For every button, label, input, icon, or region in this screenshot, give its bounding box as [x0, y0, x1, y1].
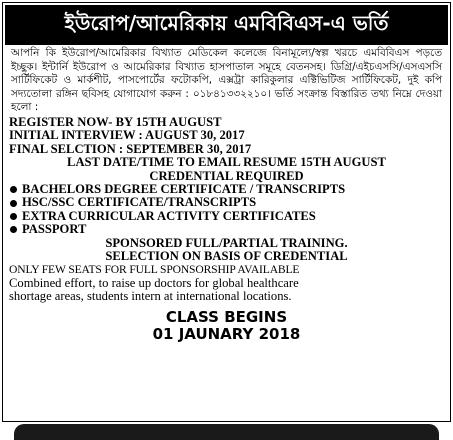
- register-deadline: REGISTER NOW- BY 15TH AUGUST: [9, 115, 222, 129]
- sponsored-training: SPONSORED FULL/PARTIAL TRAINING.: [105, 236, 348, 250]
- bullet-icon: [10, 200, 17, 207]
- bullet-icon: [10, 226, 17, 233]
- combined-effort-line2: shortage areas, students intern at international locations.: [9, 290, 292, 304]
- details-block: [9, 116, 444, 303]
- interview-date: INITIAL INTERVIEW : AUGUST 30, 2017: [9, 129, 245, 143]
- credential-heading: CREDENTIAL REQUIRED: [149, 169, 304, 183]
- next-ad-edge: [14, 424, 439, 440]
- selection-basis: SELECTION ON BASIS OF CREDENTIAL: [105, 250, 348, 264]
- bangla-description: আপনি কি ইউরোপ/আমেরিকার বিখ্যাত মেডিকেল কলেজে বিনামূল্যে/স্বল্প খরচে এমবিবিএস পড়তে ইচ্ছুক। ইন্টার্নি ইউরোপ ও আমেরিকার বিখ্যাত হাসপাতাল সমূহে বেতনসহ। ডিগ্রি/এইচএসসি/এসএসসি সার্টিফিকেট ও মার্কশীট, পাসপোর্টের ফটোকপি, এক্সট্রা কারিকুলার এক্টিভিটিজ সার্টিফিকেট, দুই কপি সদ্যতোলা রঙ্গিন ছবিসহ যোগাযোগ করুন : ০১৮৪১৩৩২২১০। ভর্তি সংক্রান্ত বিস্তারিত তথ্য নিম্নে দেওয়া হলো :: [11, 47, 442, 114]
- credential-item: BACHELORS DEGREE CERTIFICATE / TRANSCRIPTS: [9, 183, 444, 196]
- bullet-icon: [10, 186, 17, 193]
- credential-item: EXTRA CURRICULAR ACTIVITY CERTIFICATES: [9, 210, 444, 223]
- few-seats-notice: ONLY FEW SEATS FOR FULL SPONSORSHIP AVAILABLE: [9, 263, 300, 277]
- advertisement: [2, 2, 451, 422]
- class-begins-label: CLASS BEGINS: [165, 308, 288, 327]
- bullet-icon: [10, 213, 17, 220]
- combined-effort-line1: Combined effort, to raise up doctors for global healthcare: [9, 276, 299, 290]
- class-begins-date: 01 JAUNARY 2018: [152, 325, 301, 344]
- last-date-notice: LAST DATE/TIME TO EMAIL RESUME 15TH AUGUST: [67, 156, 386, 170]
- credential-item: HSC/SSC CERTIFICATE/TRANSCRIPTS: [9, 196, 444, 209]
- credential-item: PASSPORT: [9, 223, 444, 236]
- class-begins-block: [3, 309, 450, 343]
- headline-banner: ইউরোপ/আমেরিকায় এমবিবিএস-এ ভর্তি: [5, 5, 448, 45]
- final-selection-date: FINAL SELCTION : SEPTEMBER 30, 2017: [9, 142, 252, 156]
